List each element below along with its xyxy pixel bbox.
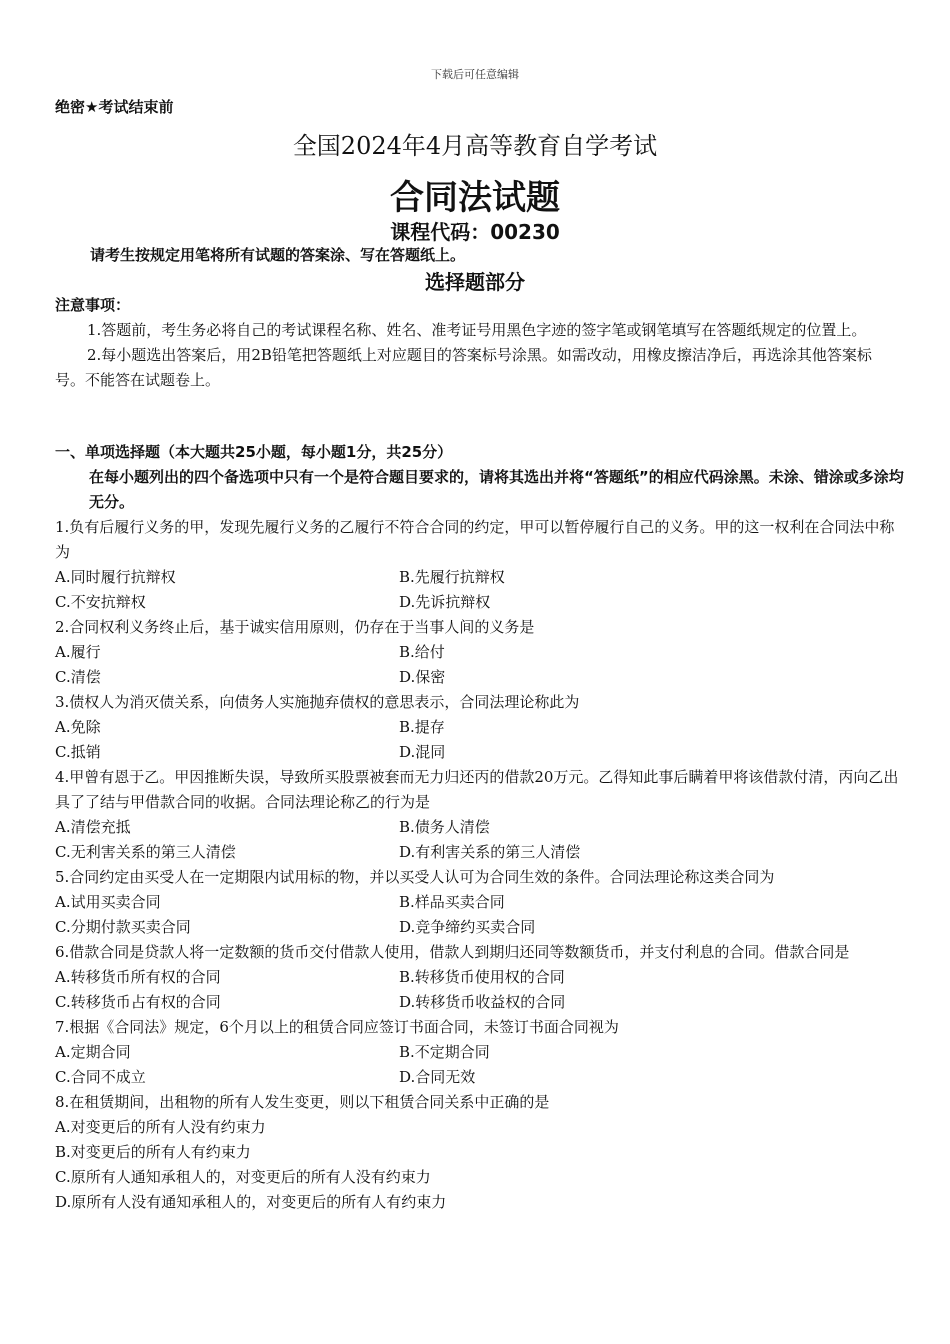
option: C.不安抗辩权 [55,593,146,611]
option-row [55,890,900,915]
option: D.保密 [399,668,446,686]
option: C.转移货币占有权的合同 [55,993,221,1011]
option-row [55,990,900,1015]
option: A.转移货币所有权的合同 [55,968,221,986]
option-row [55,840,900,865]
option: C.清偿 [55,668,101,686]
option: B.债务人清偿 [399,818,490,836]
question-stem: 8.在租赁期间，出租物的所有人发生变更，则以下租赁合同关系中正确的是 [55,1093,550,1111]
section-title: 一、单项选择题（本大题共25小题，每小题1分，共25分） [55,443,453,461]
option: D.混同 [399,743,446,761]
notes-block [55,293,900,393]
question-stem: 3.债权人为消灭债关系，向债务人实施抛弃债权的意思表示，合同法理论称此为 [55,693,580,711]
option: D.竞争缔约买卖合同 [399,918,536,936]
option: B.不定期合同 [399,1043,490,1061]
notes-label: 注意事项： [55,296,131,314]
option: C.抵销 [55,743,101,761]
section-header [55,440,905,515]
question-stem: 7.根据《合同法》规定，6个月以上的租赁合同应签订书面合同，未签订书面合同视为 [55,1018,619,1036]
option: C.分期付款买卖合同 [55,918,191,936]
question-stem: 1.负有后履行义务的甲，发现先履行义务的乙履行不符合合同的约定，甲可以暂停履行自己的义务。甲的这一权利在合同法中称为 [55,518,895,561]
part-title: 选择题部分 [425,270,525,294]
option: D.有利害关系的第三人清偿 [399,843,581,861]
option-row [55,1040,900,1065]
exam-name: 全国2024年4月高等教育自学考试 [292,132,658,160]
option: B.先履行抗辩权 [399,568,505,586]
section-description: 在每小题列出的四个备选项中只有一个是符合题目要求的，请将其选出并将“答题纸”的相应代码涂黑。未涂、错涂或多涂均无分。 [89,468,904,511]
option: C.合同不成立 [55,1068,146,1086]
course-code: 课程代码：00230 [390,220,560,244]
option: B.给付 [399,643,445,661]
question-stem: 6.借款合同是贷款人将一定数额的货币交付借款人使用，借款人到期归还同等数额货币，并支付利息的合同。借款合同是 [55,943,850,961]
option: D.合同无效 [399,1068,476,1086]
option: B.提存 [399,718,445,736]
option: B.对变更后的所有人有约束力 [55,1143,251,1161]
option-row [55,715,900,740]
question-stem: 4.甲曾有恩于乙。甲因推断失误，导致所买股票被套而无力归还丙的借款20万元。乙得知此事后瞒着甲将该借款付清，丙向乙出具了了结与甲借款合同的收据。合同法理论称乙的行为是 [55,768,899,811]
option-row [55,915,900,940]
option: D.原所有人没有通知承租人的，对变更后的所有人有约束力 [55,1193,447,1211]
subject-title: 合同法试题 [390,178,560,218]
option: A.清偿充抵 [55,818,131,836]
option: C.原所有人通知承租人的，对变更后的所有人没有约束力 [55,1168,431,1186]
option: A.同时履行抗辩权 [55,568,176,586]
note-item: 2.每小题选出答案后，用2B铅笔把答题纸上对应题目的答案标号涂黑。如需改动，用橡皮擦洁净后，再选涂其他答案标号。不能答在试题卷上。 [55,346,872,389]
question-stem: 2.合同权利义务终止后，基于诚实信用原则，仍存在于当事人间的义务是 [55,618,535,636]
option-row [55,665,900,690]
option: D.转移货币收益权的合同 [399,993,566,1011]
option-row [55,965,900,990]
option: A.履行 [55,643,101,661]
header-note: 下载后可任意编辑 [431,68,519,81]
option: A.对变更后的所有人没有约束力 [55,1118,266,1136]
option: A.试用买卖合同 [55,893,161,911]
question-stem: 5.合同约定由买受人在一定期限内试用标的物，并以买受人认可为合同生效的条件。合同法理论称这类合同为 [55,868,775,886]
option-row [55,815,900,840]
option-row [55,640,900,665]
secret-label: 绝密★考试结束前 [55,98,174,116]
instruction: 请考生按规定用笔将所有试题的答案涂、写在答题纸上。 [90,246,466,264]
option: A.定期合同 [55,1043,131,1061]
option: B.样品买卖合同 [399,893,505,911]
option-row [55,565,900,590]
option: A.免除 [55,718,101,736]
option-row [55,590,900,615]
option: C.无利害关系的第三人清偿 [55,843,236,861]
option-row [55,740,900,765]
option: D.先诉抗辩权 [399,593,491,611]
option-row [55,1065,900,1090]
note-item: 1.答题前，考生务必将自己的考试课程名称、姓名、准考证号用黑色字迹的签字笔或钢笔填写在答题纸规定的位置上。 [87,321,867,339]
option: B.转移货币使用权的合同 [399,968,565,986]
question-list [55,515,900,1215]
